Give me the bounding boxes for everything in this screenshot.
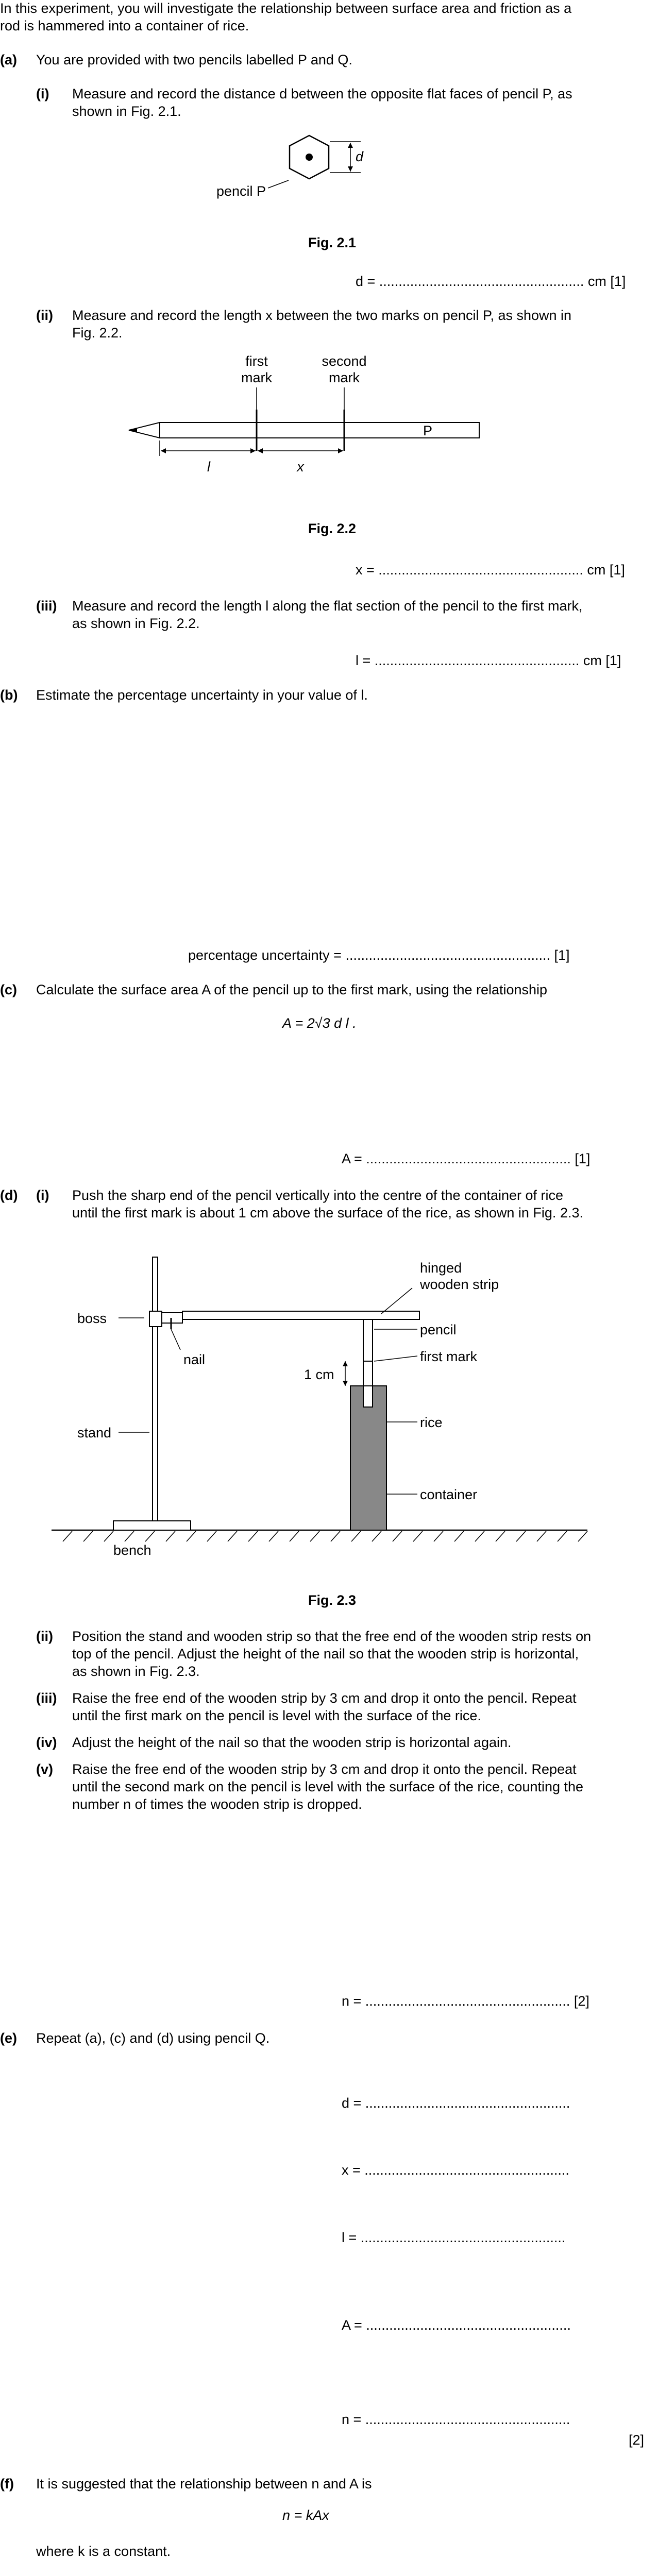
fig-2-3-caption: Fig. 2.3	[308, 1592, 357, 1608]
part-c-formula: A = 2√3 d l .	[282, 1015, 357, 1031]
part-d-v-text-1: Raise the free end of the wooden strip by 3 cm and drop it onto the pencil. Repeat	[72, 1761, 577, 1777]
part-a-label: (a)	[0, 52, 17, 67]
part-a-iii-text-2: as shown in Fig. 2.2.	[72, 616, 200, 631]
fig-2-2-label-p: P	[423, 423, 433, 438]
part-e-n: n = .....................................................	[342, 2412, 570, 2427]
l-answer: l = ..................................................... cm [1]	[356, 653, 621, 668]
fig-2-3-rice: rice	[420, 1415, 443, 1430]
part-e-text: Repeat (a), (c) and (d) using pencil Q.	[36, 2030, 270, 2046]
part-d-ii-label: (ii)	[36, 1629, 53, 1644]
d-answer: d = ..................................................... cm [1]	[356, 274, 626, 289]
fig-2-3-hinged-1: hinged	[420, 1260, 462, 1276]
part-a-i-text-1: Measure and record the distance d between the opposite flat faces of pencil P, as	[72, 86, 572, 101]
x-answer: x = ..................................................... cm [1]	[356, 562, 625, 578]
part-a-i-text-2: shown in Fig. 2.1.	[72, 104, 181, 119]
fig-2-3-pencil: pencil	[420, 1322, 457, 1337]
part-d-ii-text-3: as shown in Fig. 2.3.	[72, 1664, 200, 1679]
part-d-i-label: (i)	[36, 1188, 49, 1203]
part-d-ii-text-1: Position the stand and wooden strip so that the free end of the wooden strip rests on	[72, 1629, 592, 1644]
fig-2-1-hexagon-pencil	[206, 131, 423, 219]
part-e-l: l = .....................................................	[342, 2230, 566, 2245]
part-c-text: Calculate the surface area A of the pencil up to the first mark, using the relationship	[36, 982, 548, 997]
part-e-label: (e)	[0, 2030, 17, 2046]
fig-2-1-label-d: d	[356, 149, 364, 164]
fig-2-2-first-mark-1: first	[245, 353, 268, 369]
fig-2-3-stand: stand	[77, 1425, 112, 1440]
fig-2-2-label-x: x	[297, 459, 304, 474]
part-d-answer: n = ..................................................... [2]	[342, 1993, 589, 2009]
part-d-v-text-3: number n of times the wooden strip is dropped.	[72, 1797, 362, 1812]
part-e-d: d = .....................................................	[342, 2095, 570, 2111]
part-d-iii-text-2: until the first mark on the pencil is level with the surface of the rice.	[72, 1708, 481, 1723]
fig-2-1-label-pencil: pencil P	[216, 183, 266, 199]
fig-2-2-label-l: l	[207, 459, 210, 474]
part-f-label: (f)	[0, 2476, 14, 2492]
part-c-label: (c)	[0, 982, 17, 997]
fig-2-2-second-mark-1: second	[322, 353, 367, 369]
part-f-formula: n = kAx	[282, 2507, 329, 2523]
fig-2-1-caption: Fig. 2.1	[308, 235, 357, 250]
part-e-marks: [2]	[629, 2432, 645, 2448]
part-e-x: x = .....................................................	[342, 2162, 569, 2178]
part-d-i-text-2: until the first mark is about 1 cm above the surface of the rice, as shown in Fig. 2.3.	[72, 1205, 583, 1221]
fig-2-2-first-mark-2: mark	[241, 370, 272, 385]
fig-2-2-caption: Fig. 2.2	[308, 521, 357, 536]
part-a-ii-text-2: Fig. 2.2.	[72, 325, 123, 341]
part-a-i-label: (i)	[36, 86, 49, 101]
part-b-text: Estimate the percentage uncertainty in your value of l.	[36, 687, 368, 703]
part-d-iv-label: (iv)	[36, 1735, 57, 1750]
part-a-iii-text-1: Measure and record the length l along the flat section of the pencil to the first mark,	[72, 598, 583, 614]
intro-line-1: In this experiment, you will investigate the relationship between surface area and friction as a	[0, 1, 572, 16]
part-b-label: (b)	[0, 687, 18, 703]
part-a-ii-label: (ii)	[36, 308, 53, 323]
fig-2-3-nail: nail	[183, 1352, 206, 1367]
part-d-label: (d)	[0, 1188, 18, 1203]
part-a-ii-text-1: Measure and record the length x between the two marks on pencil P, as shown in	[72, 308, 572, 323]
part-a-text: You are provided with two pencils labelled P and Q.	[36, 52, 352, 67]
fig-2-3-boss: boss	[77, 1311, 107, 1326]
fig-2-3-bench: bench	[113, 1543, 151, 1558]
part-e-A: A = .....................................................	[342, 2317, 571, 2333]
part-d-i-text-1: Push the sharp end of the pencil vertically into the centre of the container of rice	[72, 1188, 564, 1203]
part-a-iii-label: (iii)	[36, 598, 57, 614]
part-d-ii-text-2: top of the pencil. Adjust the height of the nail so that the wooden strip is horizontal,	[72, 1646, 579, 1662]
fig-2-3-first-mark: first mark	[420, 1349, 477, 1364]
intro-line-2: rod is hammered into a container of rice.	[0, 18, 249, 33]
part-f-text: It is suggested that the relationship between n and A is	[36, 2476, 372, 2492]
part-d-iii-label: (iii)	[36, 1690, 57, 1706]
part-c-answer: A = ..................................................... [1]	[342, 1151, 590, 1166]
fig-2-3-container: container	[420, 1487, 478, 1502]
fig-2-2-second-mark-2: mark	[329, 370, 360, 385]
part-f-where: where k is a constant.	[36, 2544, 171, 2559]
fig-2-3-hinged-2: wooden strip	[420, 1277, 499, 1292]
fig-2-3-apparatus	[52, 1226, 608, 1561]
part-d-v-text-2: until the second mark on the pencil is level with the surface of the rice, counting the	[72, 1779, 584, 1794]
fig-2-3-one-cm: 1 cm	[304, 1367, 334, 1382]
fig-2-2-pencil-marks	[119, 350, 510, 484]
part-d-v-label: (v)	[36, 1761, 53, 1777]
part-d-iii-text-1: Raise the free end of the wooden strip by 3 cm and drop it onto the pencil. Repeat	[72, 1690, 577, 1706]
part-b-answer: percentage uncertainty = ..................................................... [1]	[188, 947, 570, 963]
part-d-iv-text: Adjust the height of the nail so that the wooden strip is horizontal again.	[72, 1735, 512, 1750]
